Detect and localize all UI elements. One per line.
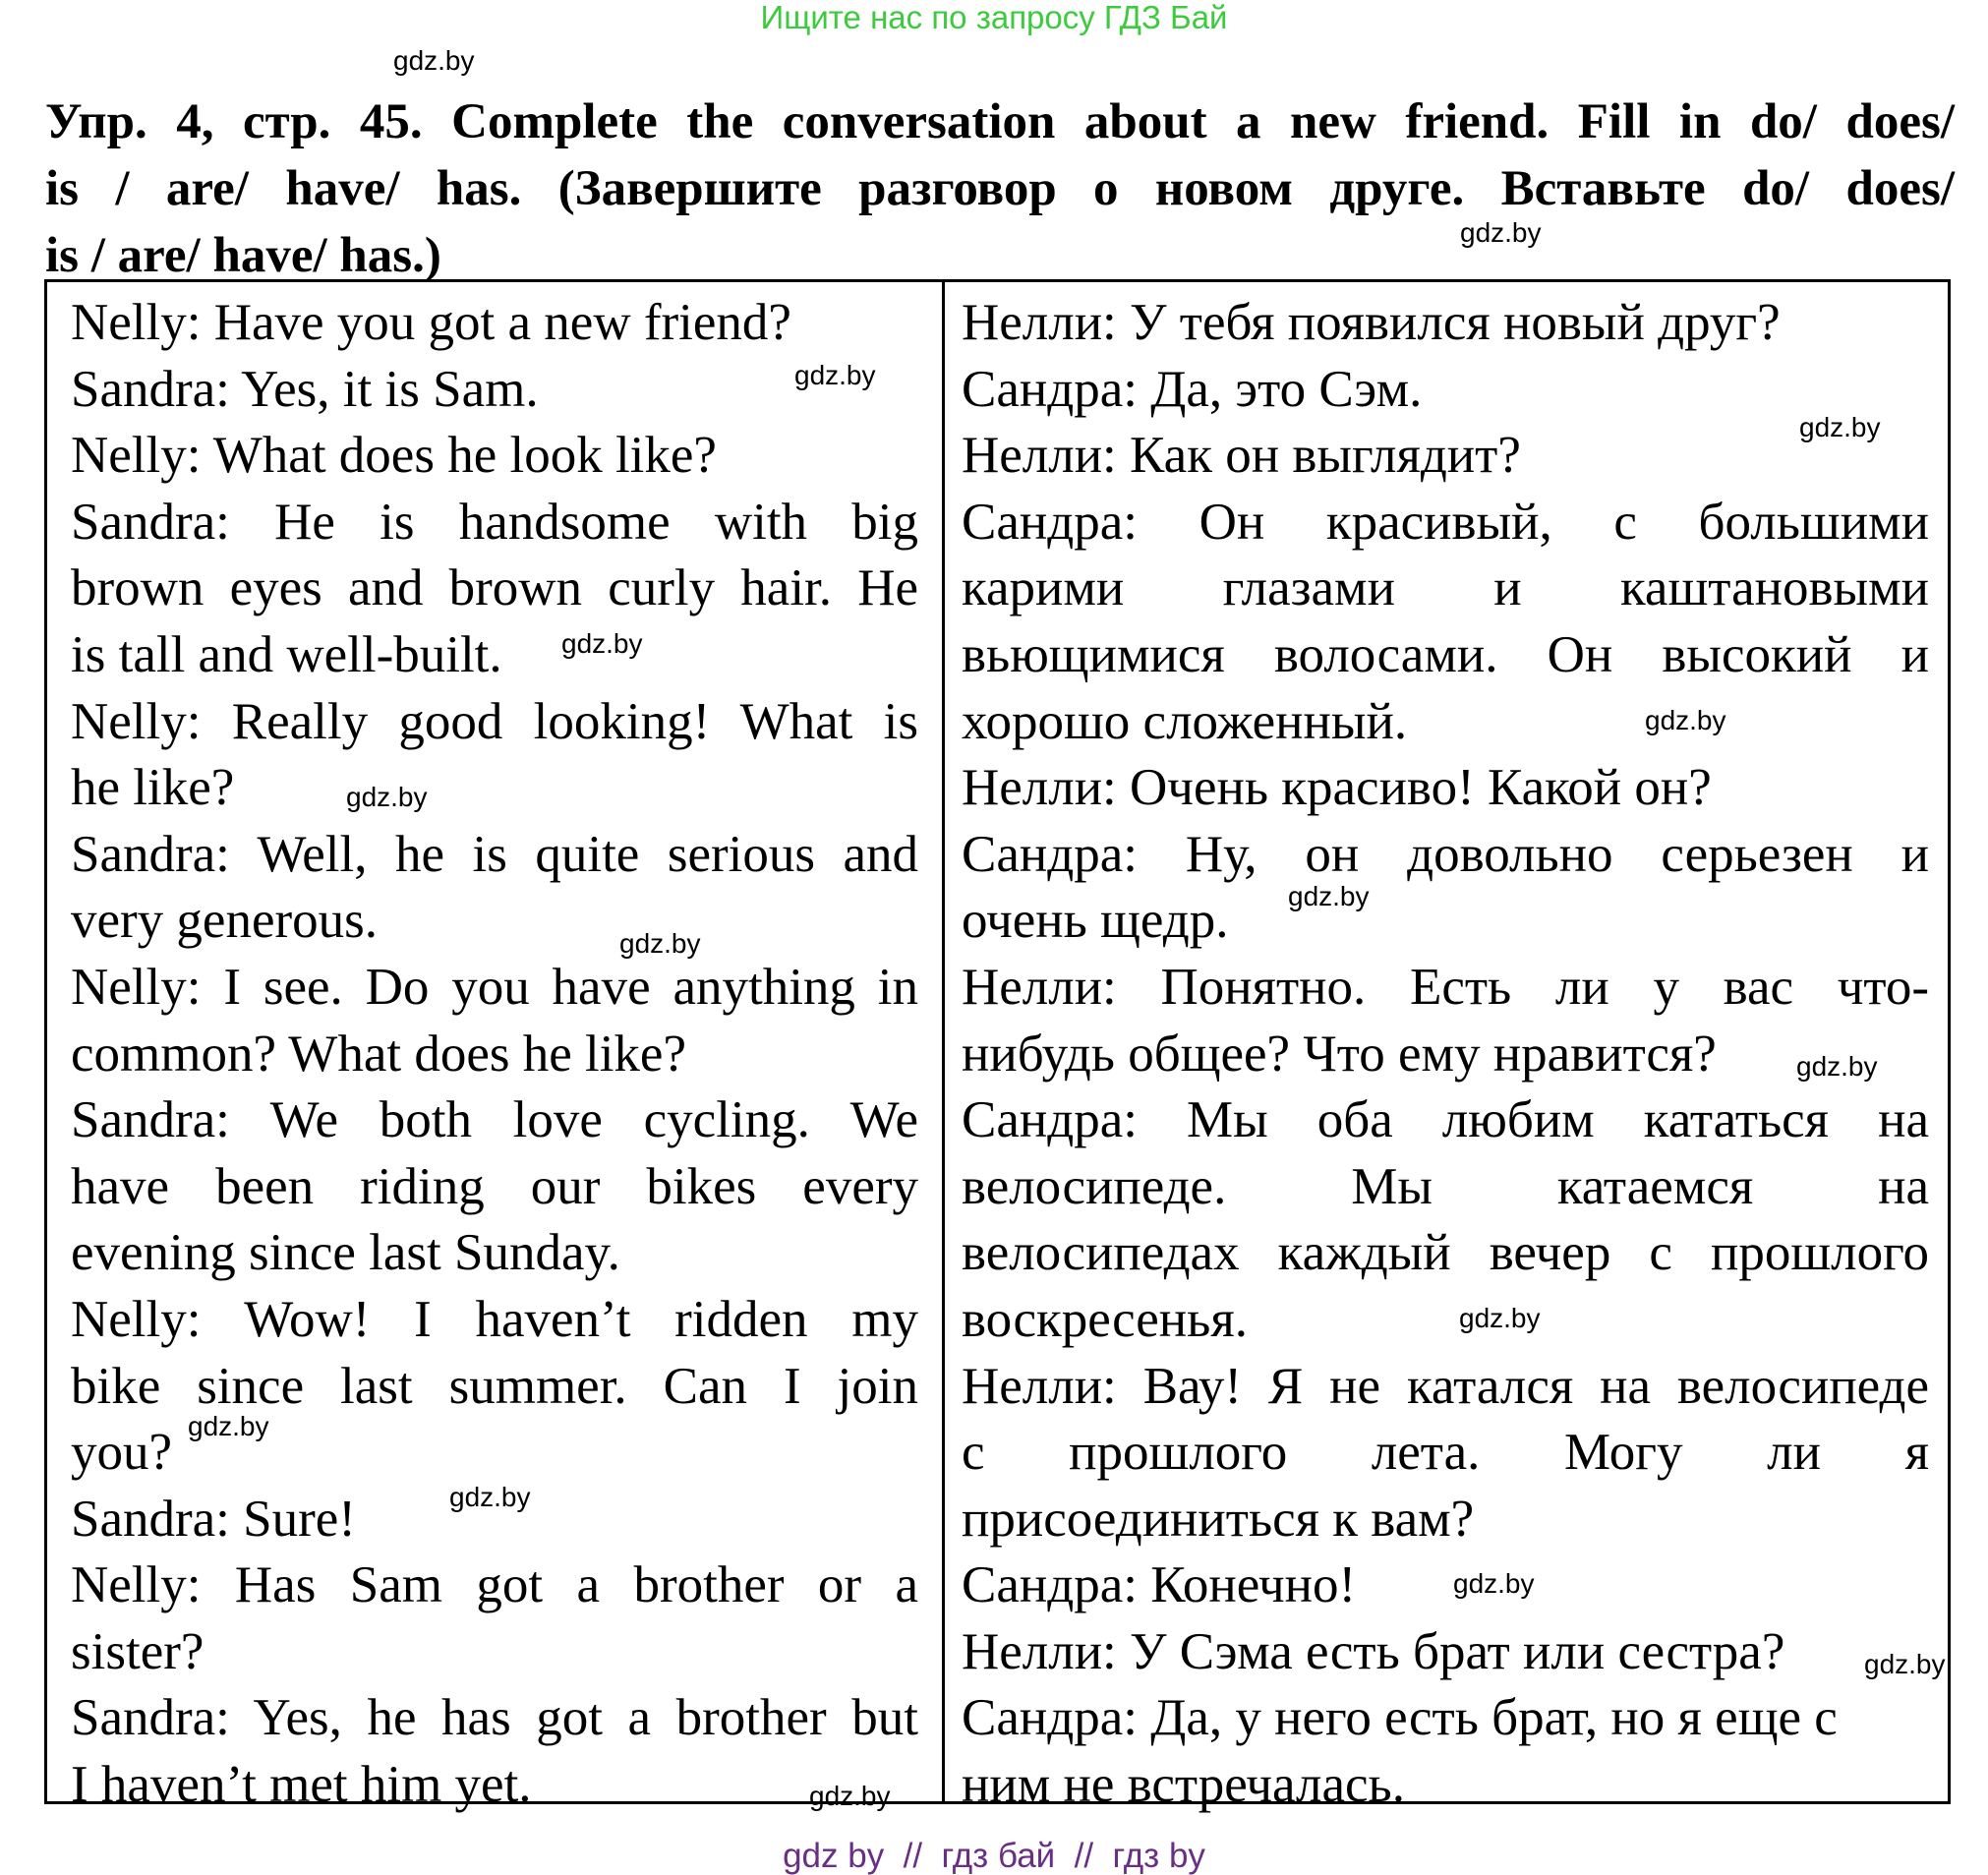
watermark: gdz.by: [1864, 1649, 1946, 1679]
watermark: gdz.by: [188, 1411, 269, 1441]
column-divider: [942, 282, 945, 1801]
watermark: gdz.by: [1453, 1568, 1535, 1599]
english-line: Nelly: Really good looking! What is: [71, 692, 918, 750]
english-line: common? What does he like?: [71, 1025, 686, 1083]
english-column: [71, 290, 918, 1819]
russian-line: Сандра: Да, у него есть брат, но я еще с: [962, 1689, 1838, 1747]
russian-line: ним не встречалась.: [962, 1756, 1405, 1814]
english-line: brown eyes and brown curly hair. He: [71, 559, 918, 617]
russian-line: Сандра: Ну, он довольно серьезен и: [962, 825, 1929, 883]
title-line: is / are/ have/ has. (Завершите разговор о новом друге. Вставьте do/ does/: [45, 161, 1955, 216]
russian-line: Нелли: Очень красиво! Какой он?: [962, 759, 1712, 817]
english-line: have been riding our bikes every: [71, 1157, 918, 1215]
russian-line: Сандра: Мы оба любим кататься на: [962, 1091, 1929, 1149]
english-line: very generous.: [71, 892, 378, 950]
watermark: gdz.by: [393, 45, 475, 76]
russian-line: велосипеде. Мы катаемся на: [962, 1157, 1929, 1215]
watermark: gdz.by: [1460, 217, 1542, 248]
russian-line: Нелли: У Сэма есть брат или сестра?: [962, 1622, 1785, 1680]
english-line: Sandra: We both love cycling. We: [71, 1091, 918, 1149]
watermark: gdz.by: [1288, 881, 1370, 911]
english-line: he like?: [71, 759, 235, 817]
english-line: Nelly: Has Sam got a brother or a: [71, 1556, 918, 1614]
english-line: you?: [71, 1424, 173, 1482]
footer-links: gdz by // гдз бай // гдз by: [783, 1837, 1205, 1875]
watermark: gdz.by: [809, 1781, 891, 1811]
russian-line: Сандра: Конечно!: [962, 1556, 1357, 1614]
watermark: gdz.by: [794, 360, 876, 390]
english-line: Nelly: Have you got a new friend?: [71, 294, 791, 351]
russian-column: [962, 290, 1929, 1819]
english-line: Nelly: What does he look like?: [71, 427, 717, 485]
english-line: sister?: [71, 1622, 205, 1680]
russian-line: вьющимися волосами. Он высокий и: [962, 625, 1929, 683]
english-line: is tall and well-built.: [71, 625, 502, 683]
russian-line: с прошлого лета. Могу ли я: [962, 1424, 1929, 1482]
exercise-title: [45, 88, 1955, 289]
watermark: gdz.by: [561, 628, 643, 659]
watermark: gdz.by: [619, 928, 701, 959]
russian-line: Сандра: Да, это Сэм.: [962, 360, 1423, 418]
title-line: is / are/ have/ has.): [45, 228, 441, 283]
russian-line: Нелли: У тебя появился новый друг?: [962, 294, 1781, 351]
dialog-table: [44, 279, 1951, 1814]
russian-line: Сандра: Он красивый, с большими: [962, 493, 1929, 551]
russian-line: Нелли: Как он выглядит?: [962, 427, 1521, 485]
russian-line: велосипедах каждый вечер с прошлого: [962, 1224, 1929, 1282]
watermark: gdz.by: [1645, 705, 1726, 735]
english-line: Sandra: Yes, he has got a brother but: [71, 1689, 918, 1747]
watermark: gdz.by: [1796, 1051, 1878, 1082]
english-line: Sandra: Sure!: [71, 1490, 356, 1548]
english-line: I haven’t met him yet.: [71, 1756, 532, 1814]
english-line: Nelly: Wow! I haven’t ridden my: [71, 1290, 918, 1348]
russian-line: Нелли: Понятно. Есть ли у вас что-: [962, 958, 1929, 1016]
title-line: Упр. 4, стр. 45. Complete the conversation about a new friend. Fill in do/ does/: [45, 94, 1955, 149]
english-line: Sandra: Well, he is quite serious and: [71, 825, 918, 883]
watermark: gdz.by: [1799, 412, 1881, 442]
english-line: Sandra: Yes, it is Sam.: [71, 360, 539, 418]
english-line: Nelly: I see. Do you have anything in: [71, 958, 918, 1016]
english-line: evening since last Sunday.: [71, 1224, 620, 1282]
watermark: gdz.by: [449, 1482, 531, 1512]
russian-line: нибудь общее? Что ему нравится?: [962, 1025, 1717, 1083]
russian-line: воскресенья.: [962, 1290, 1248, 1348]
russian-line: очень щедр.: [962, 892, 1229, 950]
russian-line: Нелли: Вау! Я не катался на велосипеде: [962, 1357, 1929, 1415]
russian-line: хорошо сложенный.: [962, 692, 1408, 750]
watermark: gdz.by: [346, 782, 428, 812]
search-banner: Ищите нас по запросу ГДЗ Бай: [760, 0, 1228, 35]
russian-line: карими глазами и каштановыми: [962, 559, 1929, 617]
english-line: Sandra: He is handsome with big: [71, 493, 918, 551]
watermark: gdz.by: [1459, 1303, 1541, 1333]
english-line: bike since last summer. Can I join: [71, 1357, 918, 1415]
russian-line: присоединиться к вам?: [962, 1490, 1475, 1548]
